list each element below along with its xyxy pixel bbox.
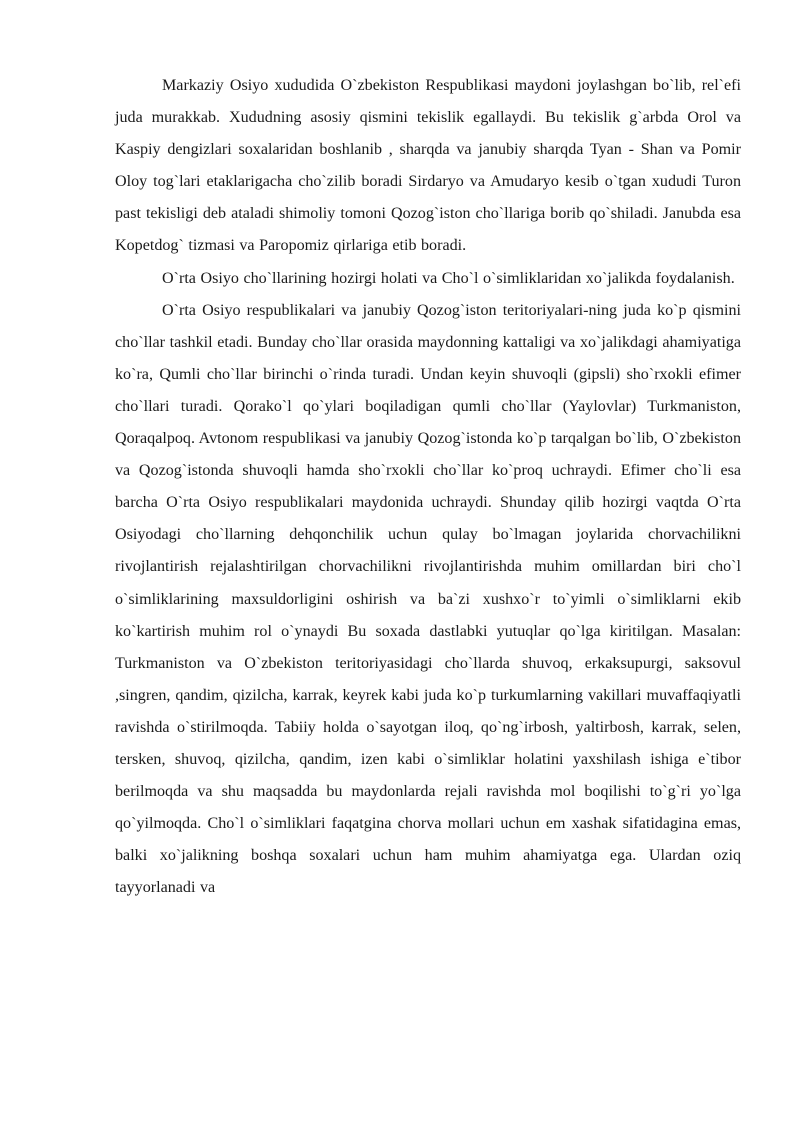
- document-page: [115, 70, 741, 904]
- paragraph-region-intro: Markaziy Osiyo xududida O`zbekiston Respublikasi maydoni joylashgan bo`lib, rel`efi juda murakkab. Xududning asosiy qismini tekislik egallaydi. Bu tekislik g`arbda Orol va Kaspiy dengizlari soxalaridan boshlanib , sharqda va janubiy sharqda Tyan - Shan va Pomir Oloy tog`lari etaklarigacha cho`zilib boradi Sirdaryo va Amudaryo kesib o`tgan xududi Turon past tekisligi deb ataladi shimoliy tomoni Qozog`iston cho`llariga borib qo`shiladi. Janubda esa Kopetdog` tizmasi va Paropomiz qirlariga etib boradi.: [115, 77, 741, 255]
- paragraph-section-heading: O`rta Osiyo cho`llarining hozirgi holati va Cho`l o`simliklaridan xo`jalikda foydalanish.: [162, 269, 735, 287]
- paragraph-desert-description: O`rta Osiyo respublikalari va janubiy Qozog`iston teritoriyalari-ning juda ko`p qismini cho`llar tashkil etadi. Bunday cho`llar orasida maydonning kattaligi va xo`jalikdagi ahamiyatiga ko`ra, Qumli cho`llar birinchi o`rinda turadi. Undan keyin shuvoqli (gipsli) sho`rxokli efimer cho`llari turadi. Qorako`l qo`ylari boqiladigan qumli cho`llar (Yaylovlar) Turkmaniston, Qoraqalpoq. Avtonom respublikasi va janubiy Qozog`istonda ko`p tarqalgan bo`lib, O`zbekiston va Qozog`istonda shuvoqli hamda sho`rxokli cho`llar ko`proq uchraydi. Efimer cho`li esa barcha O`rta Osiyo respublikalari maydonida uchraydi. Shunday qilib hozirgi vaqtda O`rta Osiyodagi cho`llarning dehqonchilik uchun qulay bo`lmagan joylarida chorvachilikni rivojlantirish rejalashtirilgan chorvachilikni rivojlantirishda muhim omillardan biri cho`l o`simliklarining maxsuldorligini oshirish va ba`zi xushxo`r to`yimli o`simliklarni ekib ko`kartirish muhim rol o`ynaydi Bu soxada dastlabki yutuqlar qo`lga kiritilgan. Masalan: Turkmaniston va O`zbekiston teritoriyasidagi cho`llarda shuvoq, erkaksupurgi, saksovul ,singren, qandim, qizilcha, karrak, keyrek kabi juda ko`p turkumlarning vakillari muvaffaqiyatli ravishda o`stirilmoqda. Tabiiy holda o`sayotgan iloq, qo`ng`irbosh, yaltirbosh, karrak, selen, tersken, shuvoq, qizilcha, qandim, izen kabi o`simliklar holatini yaxshilash ishiga e`tibor berilmoqda va shu maqsadda bu maydonlarda rejali ravishda mol boqilishi to`g`ri yo`lga qo`yilmoqda. Cho`l o`simliklari faqatgina chorva mollari uchun em xashak sifatidagina emas, balki xo`jalikning boshqa soxalari uchun ham muhim ahamiyatga ega. Ulardan oziq tayyorlanadi va: [115, 301, 741, 897]
